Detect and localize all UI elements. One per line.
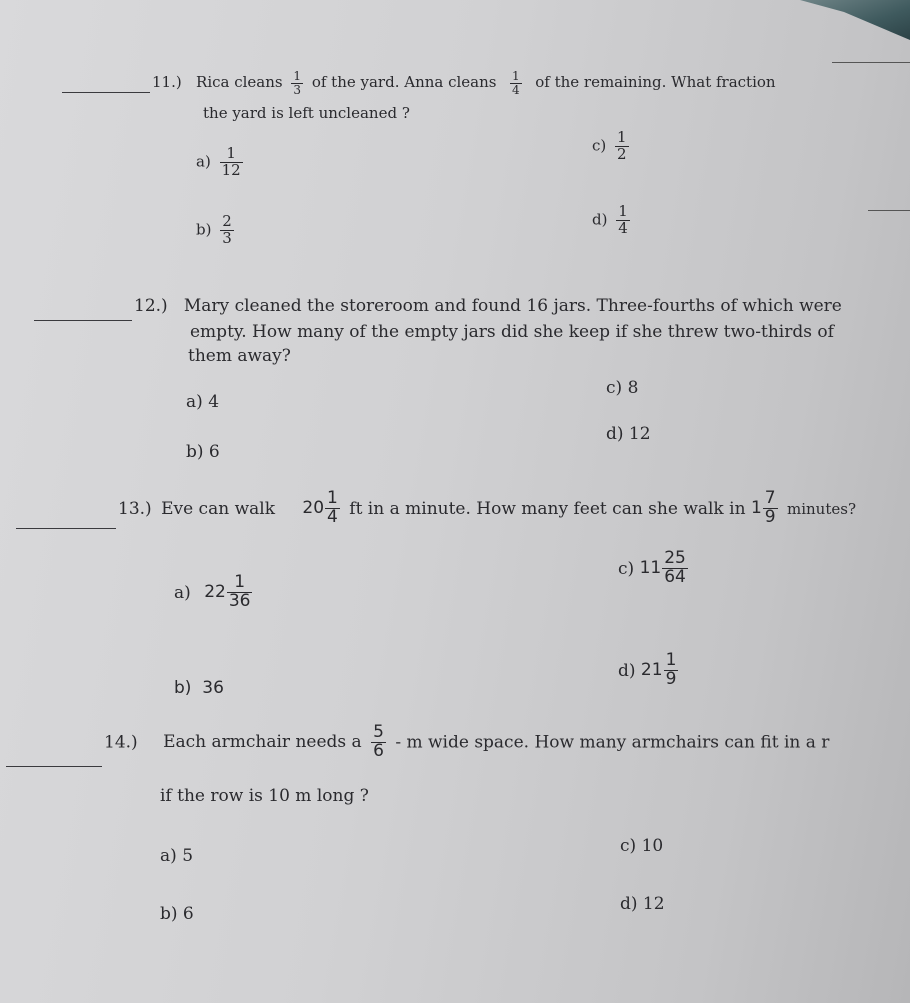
answer-blank[interactable] [6, 766, 102, 767]
question-stem-line3: them away? [188, 346, 291, 366]
margin-line [868, 210, 910, 211]
question-number: 12.) [134, 296, 168, 316]
answer-blank[interactable] [16, 528, 116, 529]
mixed-number: 20 $\frac{1}{4}$ [302, 488, 338, 527]
option-c[interactable]: c) 8 [606, 378, 639, 398]
option-d[interactable]: d) $\frac{1}{4}$ [592, 202, 628, 237]
answer-blank[interactable] [34, 320, 132, 321]
fraction: $\frac{1}{2}$ [617, 128, 627, 163]
option-c[interactable]: c) 11 $\frac{25}{64}$ [618, 548, 686, 587]
fraction: $\frac{2}{3}$ [222, 212, 232, 247]
option-c[interactable]: c) $\frac{1}{2}$ [592, 128, 627, 163]
option-b[interactable]: b) 36 [174, 678, 224, 698]
option-d[interactable]: d) 12 [620, 894, 665, 914]
fraction: $\frac{1}{4}$ [618, 202, 628, 237]
answer-blank[interactable] [62, 92, 150, 93]
question-stem-line2: if the row is 10 m long ? [160, 786, 369, 806]
fraction: $\frac{1}{12}$ [221, 144, 241, 179]
question-stem-line1: 11.) Rica cleans $\frac{1}{3}$ of the yard. Anna cleans $\frac{1}{4}$ of the remaining. What fraction [152, 69, 776, 97]
option-a[interactable]: a) 4 [186, 392, 220, 412]
fraction: $\frac{1}{3}$ [293, 69, 302, 97]
option-a[interactable]: a) 5 [160, 846, 194, 866]
margin-line [832, 62, 910, 63]
option-a[interactable]: a) $\frac{1}{12}$ [196, 144, 241, 179]
option-b[interactable]: b) 6 [186, 442, 220, 462]
question-stem-line1: 14.) Each armchair needs a $\frac{5}{6}$ - m wide space. How many armchairs can fit in a r [104, 722, 830, 761]
fraction: $\frac{1}{4}$ [512, 69, 520, 97]
option-c[interactable]: c) 10 [620, 836, 664, 856]
mixed-number: 1 $\frac{7}{9}$ [750, 488, 776, 527]
page-corner-shadow [800, 0, 910, 40]
question-stem-line2: empty. How many of the empty jars did she keep if she threw two-thirds of [190, 322, 834, 342]
option-a[interactable]: a) 22 $\frac{1}{36}$ [174, 572, 251, 611]
question-number: 13.) [118, 498, 152, 519]
question-stem-line1: 13.) Eve can walk 20 $\frac{1}{4}$ ft in a minute. How many feet can she walk in 1 $\frac{7}{9}$ minutes? [118, 488, 856, 527]
question-stem-line2: the yard is left uncleaned ? [203, 104, 410, 122]
option-b[interactable]: b) 6 [160, 904, 194, 924]
option-d[interactable]: d) 12 [606, 424, 651, 444]
question-stem-line1: 12.) Mary cleaned the storeroom and found 16 jars. Three-fourths of which were [134, 296, 842, 316]
question-number: 11.) [152, 73, 182, 92]
question-number: 14.) [104, 732, 138, 753]
option-b[interactable]: b) $\frac{2}{3}$ [196, 212, 232, 247]
fraction: $\frac{5}{6}$ [373, 722, 384, 761]
option-d[interactable]: d) 21 $\frac{1}{9}$ [618, 650, 677, 689]
